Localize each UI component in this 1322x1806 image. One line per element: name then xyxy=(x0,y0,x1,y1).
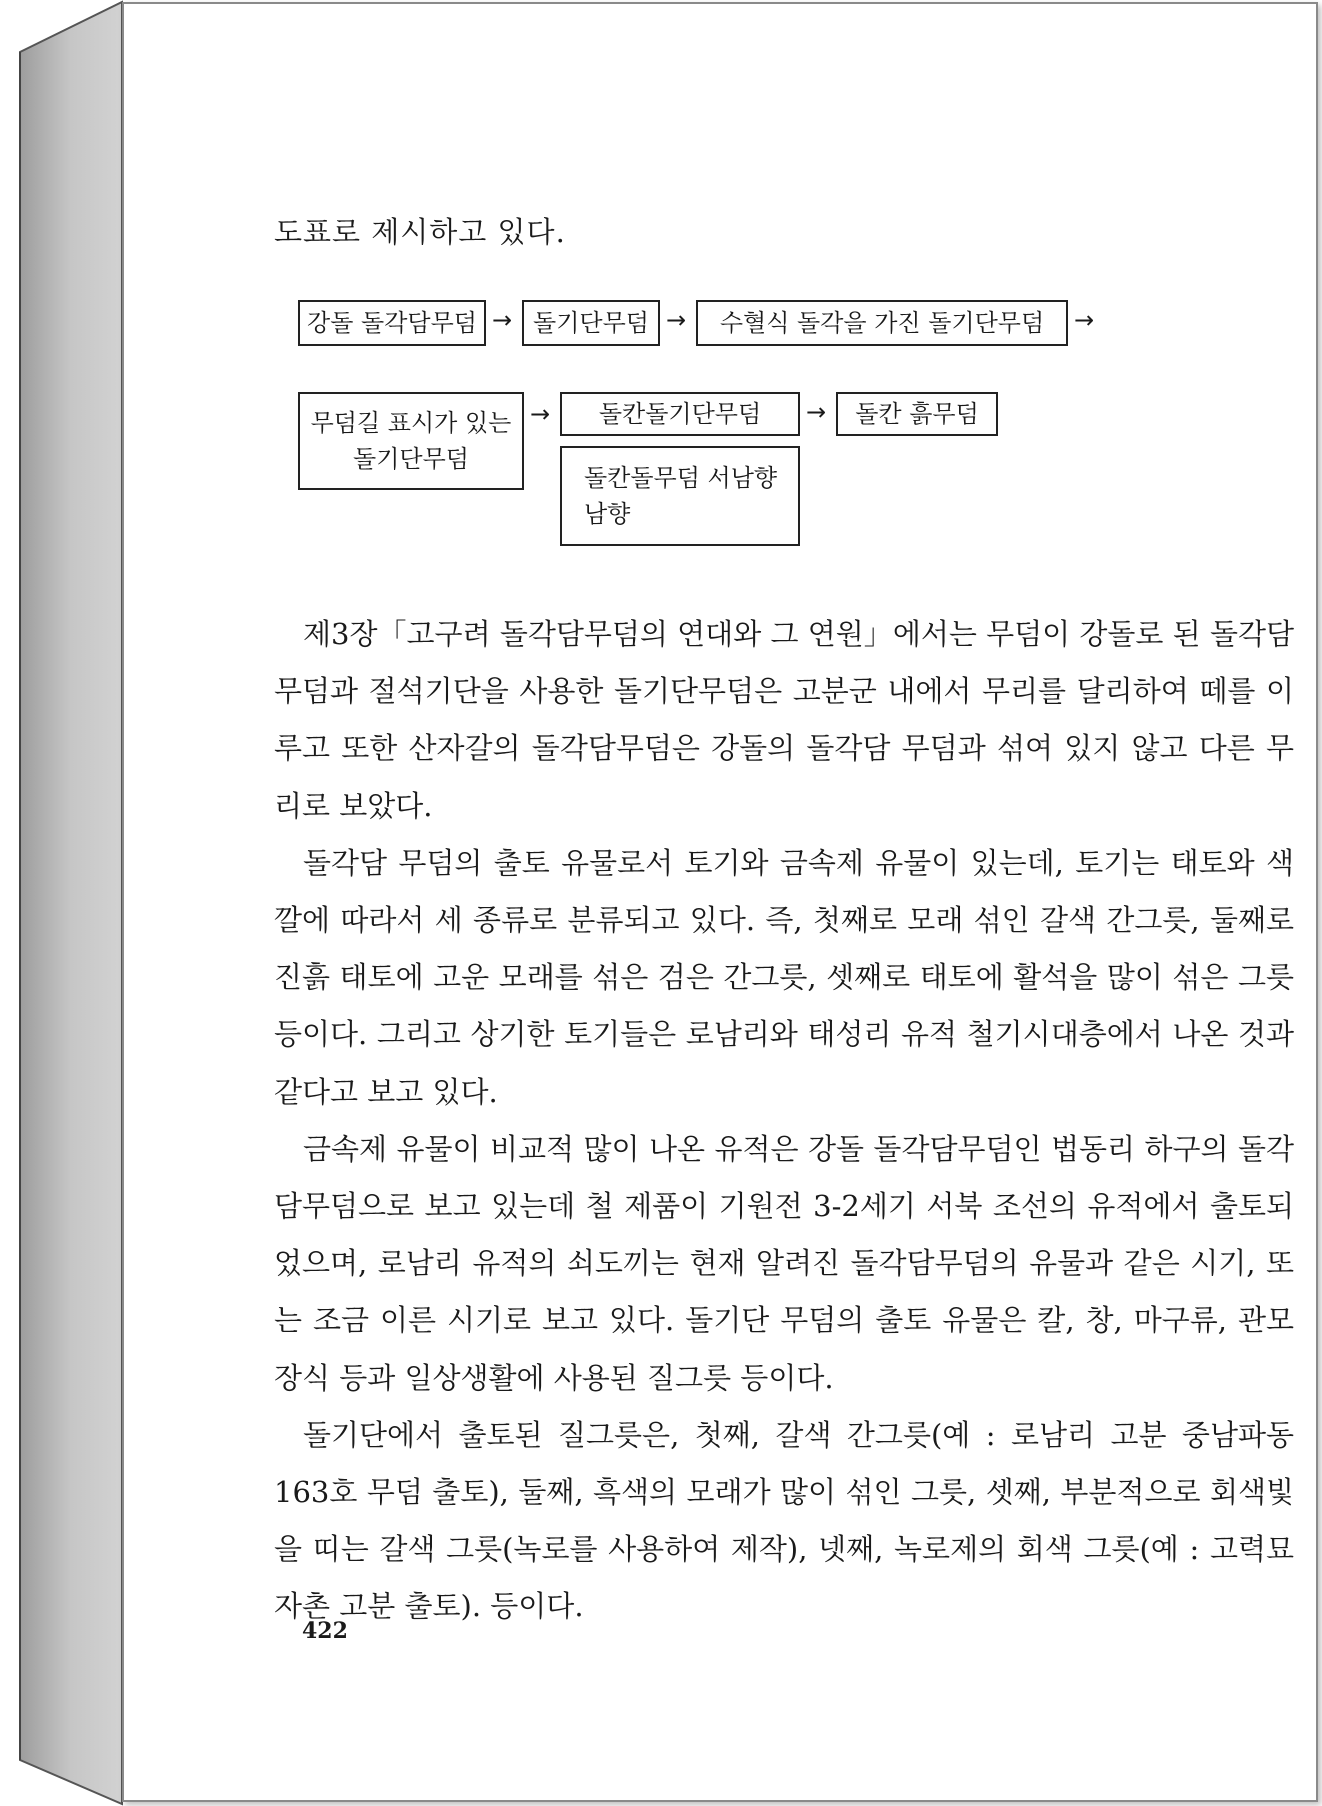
diagram-box-line: 무덤길 표시가 있는 xyxy=(310,409,512,437)
diagram-box-gangdol: 강돌 돌각담무덤 xyxy=(298,300,486,346)
paragraph: 제3장「고구려 돌각담무덤의 연대와 그 연원」에서는 무덤이 강돌로 된 돌각담무덤과 절석기단을 사용한 돌기단무덤은 고분군 내에서 무리를 달리하여 떼를 이루고 또한 산자갈의 돌각담무덤은 강돌의 돌각담 무덤과 섞여 있지 않고 다른 무리로 보았다. xyxy=(274,617,1294,823)
diagram-box-dolkan-dolgidan: 돌칸돌기단무덤 xyxy=(560,392,800,436)
diagram-box-line: 돌기단무덤 xyxy=(353,445,469,473)
page-number: 422 xyxy=(302,1618,348,1644)
diagram-box-line: 남향 xyxy=(584,500,631,528)
diagram-box-suhyeolsik: 수혈식 돌각을 가진 돌기단무덤 xyxy=(696,300,1068,346)
diagram-box-dolgidan: 돌기단무덤 xyxy=(522,300,660,346)
diagram-box-mudeomgil xyxy=(298,392,524,490)
paragraph: 돌각담 무덤의 출토 유물로서 토기와 금속제 유물이 있는데, 토기는 태토와 색깔에 따라서 세 종류로 분류되고 있다. 즉, 첫째로 모래 섞인 갈색 간그릇, 둘째로 진흙 태토에 고운 모래를 섞은 검은 간그릇, 셋째로 태토에 활석을 많이 섞은 그릇 등이다. 그리고 상기한 토기들은 로남리와 태성리 유적 철기시대층에서 나온 것과 같다고 보고 있다. xyxy=(274,845,1294,1109)
diagram-box-line: 돌칸돌무덤 서남향 xyxy=(584,464,778,492)
diagram-arrow: → xyxy=(492,306,513,334)
diagram-box-dolkan-dol xyxy=(560,446,800,546)
lead-line: 도표로 제시하고 있다. xyxy=(274,215,566,249)
book-page xyxy=(122,2,1318,1802)
paragraph: 금속제 유물이 비교적 많이 나온 유적은 강돌 돌각담무덤인 법동리 하구의 돌각담무덤으로 보고 있는데 철 제품이 기원전 3-2세기 서북 조선의 유적에서 출토되었으며, 로남리 유적의 쇠도끼는 현재 알려진 돌각담무덤의 유물과 같은 시기, 또는 조금 이른 시기로 보고 있다. 돌기단 무덤의 출토 유물은 칼, 창, 마구류, 관모장식 등과 일상생활에 사용된 질그릇 등이다. xyxy=(274,1131,1294,1395)
diagram-arrow: → xyxy=(530,400,551,428)
diagram-arrow: → xyxy=(666,306,687,334)
book-binding-edge xyxy=(0,0,124,1806)
body-text xyxy=(274,606,1294,1636)
paragraph: 돌기단에서 출토된 질그릇은, 첫째, 갈색 간그릇(예 : 로남리 고분 중남파동 163호 무덤 출토), 둘째, 흑색의 모래가 많이 섞인 그릇, 셋째, 부분적으로 회색빛을 띠는 갈색 그릇(녹로를 사용하여 제작), 넷째, 녹로제의 회색 그릇(예 : 고력묘자촌 고분 출토). 등이다. xyxy=(274,1417,1294,1624)
diagram-box-dolkan-heuk: 돌칸 흙무덤 xyxy=(836,392,998,436)
diagram-arrow: → xyxy=(806,398,827,426)
diagram-arrow: → xyxy=(1074,306,1095,334)
